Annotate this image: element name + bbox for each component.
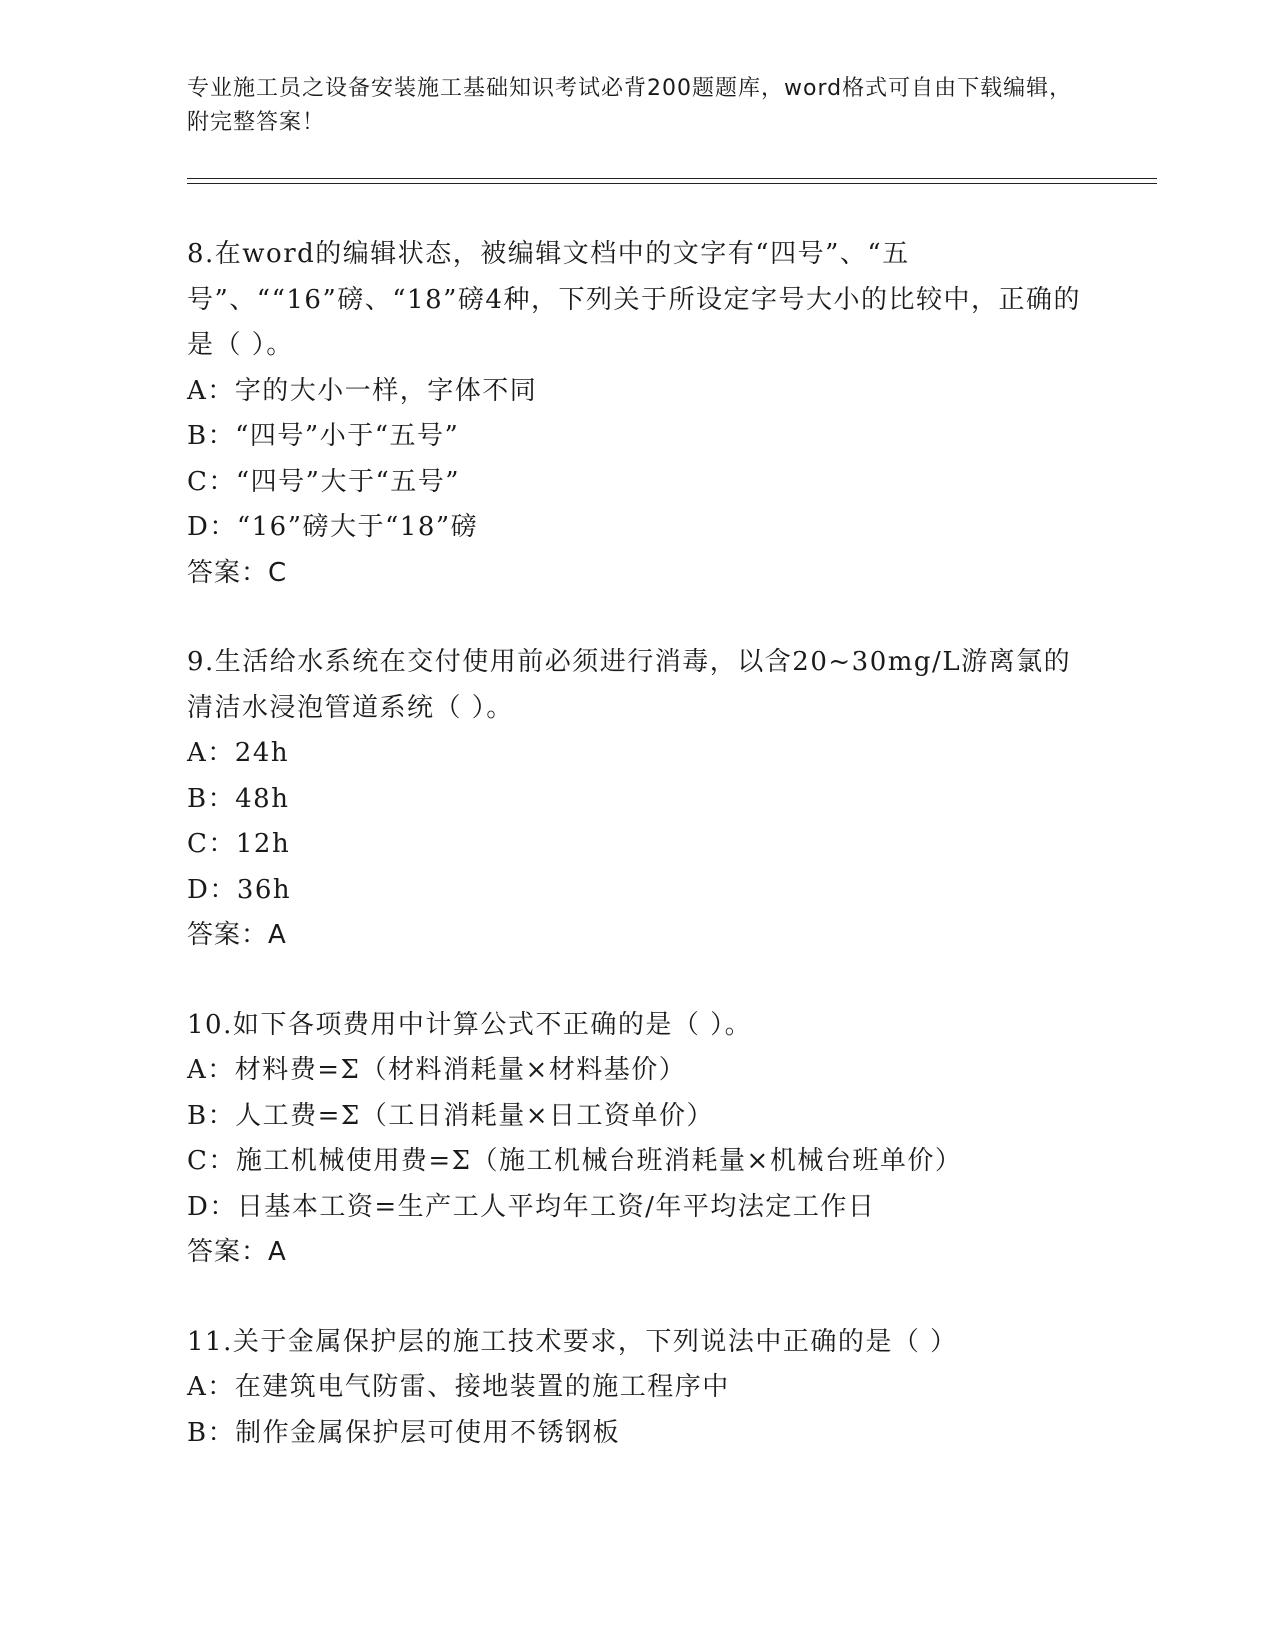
question-stem: 8.在word的编辑状态，被编辑文档中的文字有“四号”、“五号”、““16”磅、“18”磅4种，下列关于所设定字号大小的比较中，正确的是（ ）。: [187, 239, 1081, 360]
option-a: A：材料费=Σ（材料消耗量×材料基价）: [187, 1055, 687, 1085]
header-rule-bottom: [187, 183, 1157, 184]
option-b: B：人工费=Σ（工日消耗量×日工资单价）: [187, 1100, 715, 1131]
question-list: [187, 232, 1157, 1500]
option-c: C：“四号”大于“五号”: [187, 466, 461, 497]
option-a: A：字的大小一样，字体不同: [187, 375, 538, 406]
option-c: C：12h: [187, 829, 291, 859]
header-rule-top: [187, 178, 1157, 179]
answer: 答案：A: [187, 920, 287, 950]
question-10: [187, 1003, 1157, 1276]
question-stem: 10.如下各项费用中计算公式不正确的是（ ）。: [187, 1009, 753, 1040]
answer: 答案：C: [187, 557, 288, 588]
question-11: [187, 1320, 1157, 1457]
option-a: A：在建筑电气防雷、接地装置的施工程序中: [187, 1372, 730, 1402]
option-d: D：日基本工资=生产工人平均年工资/年平均法定工作日: [187, 1191, 876, 1222]
question-stem: 9.生活给水系统在交付使用前必须进行消毒，以含20~30mg/L游离氯的清洁水浸泡管道系统（ ）。: [187, 647, 1072, 723]
option-b: B：“四号”小于“五号”: [187, 421, 460, 451]
option-d: D：36h: [187, 874, 292, 905]
question-9: [187, 640, 1157, 959]
option-a: A：24h: [187, 738, 290, 768]
document-header: 专业施工员之设备安装施工基础知识考试必背200题题库，word格式可自由下载编辑，附完整答案！: [187, 76, 1073, 135]
option-d: D：“16”磅大于“18”磅: [187, 512, 479, 542]
option-b: B：制作金属保护层可使用不锈钢板: [187, 1417, 621, 1448]
answer: 答案：A: [187, 1237, 287, 1267]
option-b: B：48h: [187, 783, 290, 814]
option-c: C：施工机械使用费=Σ（施工机械台班消耗量×机械台班单价）: [187, 1146, 963, 1176]
question-8: [187, 232, 1157, 596]
question-stem: 11.关于金属保护层的施工技术要求，下列说法中正确的是（ ）: [187, 1326, 958, 1357]
